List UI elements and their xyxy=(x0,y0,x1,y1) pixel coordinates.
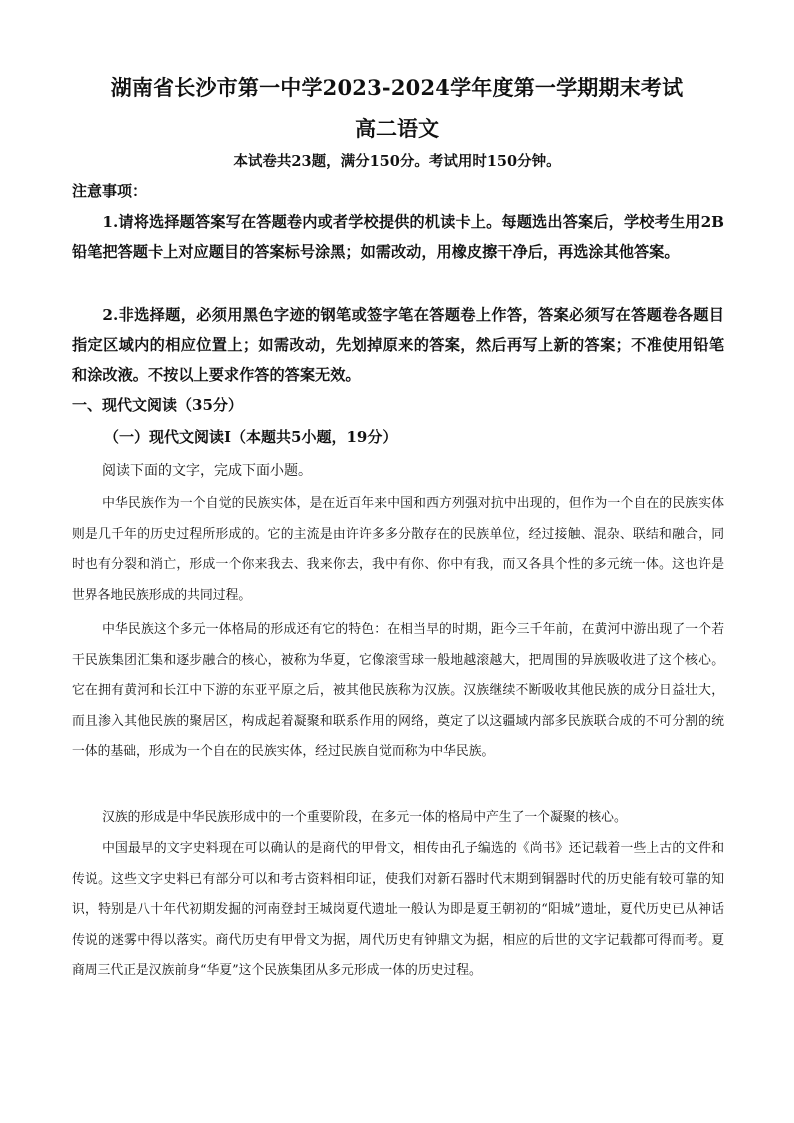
section-heading: 一、现代文阅读（35分） xyxy=(72,396,243,414)
passage-paragraph-2: 中华民族这个多元一体格局的形成还有它的特色：在相当早的时期，距今三千年前，在黄河中游出现了一个若干民族集团汇集和逐步融合的核心，被称为华夏，它像滚雪球一般地越滚越大，把周围的异族吸收进了这个核心。它在拥有黄河和长江中下游的东亚平原之后，被其他民族称为汉族。汉族继续不断吸收其他民族的成分日益壮大，而且渗入其他民族的聚居区，构成起着凝聚和联系作用的网络，奠定了以这疆域内部多民族联合成的不可分割的统一体的基础，形成为一个自在的民族实体，经过民族自觉而称为中华民族。 xyxy=(72,622,724,759)
passage-paragraph-1: 中华民族作为一个自觉的民族实体，是在近百年来中国和西方列强对抗中出现的，但作为一个自在的民族实体则是几千年的历史过程所形成的。它的主流是由许许多多分散存在的民族单位，经过接触、混杂、联结和融合，同时也有分裂和消亡，形成一个你来我去、我来你去，我中有你、你中有我，而又各具个性的多元统一体。这也许是世界各地民族形成的共同过程。 xyxy=(72,496,724,603)
notice-item-2: 2.非选择题，必须用黑色字迹的钢笔或签字笔在答题卷上作答，答案必须写在答题卷各题目指定区域内的相应位置上；如需改动，先划掉原来的答案，然后再写上新的答案；不准使用铅笔和涂改液。不按以上要求作答的答案无效。 xyxy=(72,306,724,384)
reading-instruction: 阅读下面的文字，完成下面小题。 xyxy=(102,463,312,479)
passage-paragraph-4: 中国最早的文字史料现在可以确认的是商代的甲骨文，相传由孔子编选的《尚书》还记载着一些上古的文件和传说。这些文字史料已有部分可以和考古资料相印证，使我们对新石器时代末期到铜器时代的历史能有较可靠的知识，特别是八十年代初期发掘的河南登封王城岗夏代遗址一般认为即是夏王朝初的“阳城”遗址，夏代历史已从神话传说的迷雾中得以落实。商代历史有甲骨文为据，周代历史有钟鼎文为据，相应的后世的文字记载都可得而考。夏商周三代正是汉族前身“华夏”这个民族集团从多元形成一体的历史过程。 xyxy=(72,841,724,978)
subsection-heading: （一）现代文阅读Ⅰ（本题共5小题，19分） xyxy=(104,428,398,446)
notice-item-1: 1.请将选择题答案写在答题卷内或者学校提供的机读卡上。每题选出答案后，学校考生用2B铅笔把答题卡上对应题目的答案标号涂黑；如需改动，用橡皮擦干净后，再选涂其他答案。 xyxy=(72,213,724,261)
exam-title: 湖南省长沙市第一中学2023-2024学年度第一学期期末考试 xyxy=(110,75,684,100)
notice-heading: 注意事项： xyxy=(72,182,148,200)
exam-info: 本试卷共23题，满分150分。考试用时150分钟。 xyxy=(233,153,561,170)
passage-paragraph-3: 汉族的形成是中华民族形成中的一个重要阶段，在多元一体的格局中产生了一个凝聚的核心。 xyxy=(102,810,627,825)
subject-title: 高二语文 xyxy=(355,116,439,141)
